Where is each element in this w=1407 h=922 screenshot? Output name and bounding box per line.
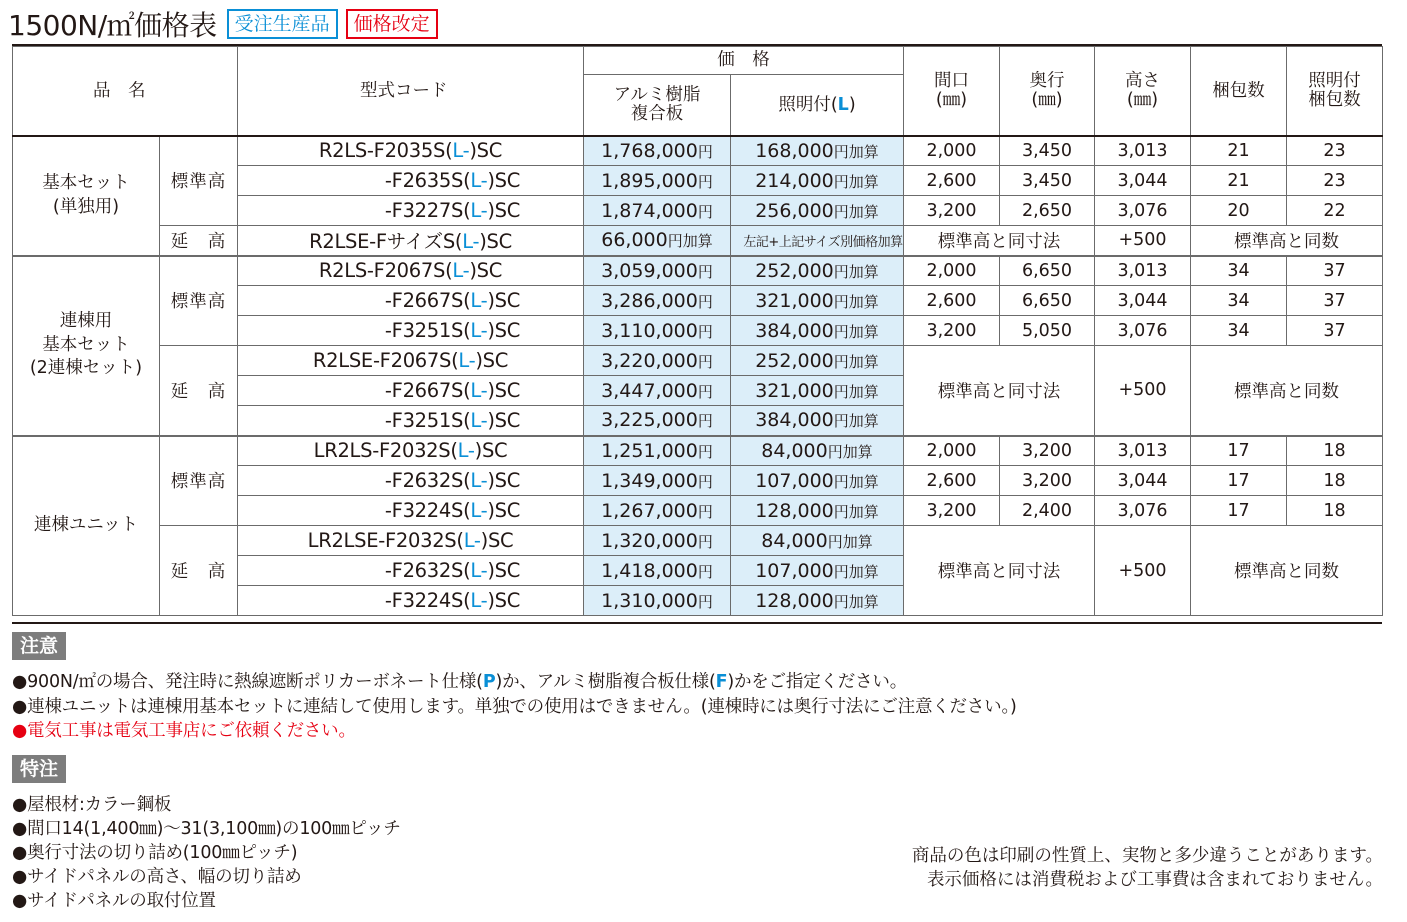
- width-value: 2,000: [904, 136, 1000, 166]
- model-code: -F2632S(L-)SC: [238, 556, 584, 586]
- depth-value: 5,050: [1000, 316, 1095, 346]
- dimensions-note: 標準高と同寸法: [904, 346, 1095, 436]
- header-price: 価 格: [584, 47, 904, 75]
- height-type-label: 延 高: [160, 526, 238, 616]
- price-revision-badge: 価格改定: [346, 9, 438, 39]
- price-lighting: 214,000円加算: [731, 166, 904, 196]
- height-type-label: 標準高: [160, 256, 238, 346]
- width-value: 3,200: [904, 496, 1000, 526]
- price-lighting: 107,000円加算: [731, 466, 904, 496]
- height-value: +500: [1095, 526, 1191, 616]
- price-aluminum: 3,225,000円: [584, 406, 731, 436]
- special-item: ●屋根材:カラー鋼板: [12, 795, 172, 815]
- light-packages-value: 37: [1287, 256, 1383, 286]
- height-value: 3,044: [1095, 466, 1191, 496]
- table-row: [13, 526, 1383, 556]
- header-price-aluminum: アルミ樹脂 複合板: [584, 75, 731, 136]
- price-aluminum: 66,000円加算: [584, 226, 731, 256]
- height-value: +500: [1095, 346, 1191, 436]
- depth-value: 3,200: [1000, 466, 1095, 496]
- page-title: 1500N/㎡価格表: [8, 9, 217, 42]
- depth-value: 6,650: [1000, 256, 1095, 286]
- header-model-code: 型式コード: [238, 47, 584, 136]
- note-line-3: ●電気工事は電気工事店にご依頼ください。: [12, 721, 356, 741]
- price-lighting: 84,000円加算: [731, 436, 904, 466]
- depth-value: 3,200: [1000, 436, 1095, 466]
- height-value: 3,013: [1095, 136, 1191, 166]
- packages-value: 17: [1191, 436, 1287, 466]
- price-lighting: 128,000円加算: [731, 496, 904, 526]
- depth-value: 2,400: [1000, 496, 1095, 526]
- light-packages-value: 18: [1287, 436, 1383, 466]
- table-row: [13, 226, 1383, 256]
- special-item: ●サイドパネルの高さ、幅の切り詰め: [12, 867, 302, 887]
- model-code: LR2LSE-F2032S(L-)SC: [238, 526, 584, 556]
- height-type-label: 延 高: [160, 226, 238, 256]
- header-height: 高さ (㎜): [1095, 47, 1191, 136]
- price-aluminum: 1,251,000円: [584, 436, 731, 466]
- packages-value: 34: [1191, 286, 1287, 316]
- price-aluminum: 3,286,000円: [584, 286, 731, 316]
- model-code: LR2LS-F2032S(L-)SC: [238, 436, 584, 466]
- price-aluminum: 3,220,000円: [584, 346, 731, 376]
- price-aluminum: 1,267,000円: [584, 496, 731, 526]
- price-aluminum: 1,768,000円: [584, 136, 731, 166]
- table-row: [13, 346, 1383, 376]
- packages-note: 標準高と同数: [1191, 346, 1383, 436]
- height-value: 3,013: [1095, 256, 1191, 286]
- model-code: -F3224S(L-)SC: [238, 586, 584, 616]
- model-code: -F2667S(L-)SC: [238, 286, 584, 316]
- header-packages: 梱包数: [1191, 47, 1287, 136]
- depth-value: 6,650: [1000, 286, 1095, 316]
- price-lighting-note: 左記+上記サイズ別価格加算: [731, 226, 904, 256]
- model-code: R2LSE-F2067S(L-)SC: [238, 346, 584, 376]
- height-value: 3,076: [1095, 196, 1191, 226]
- product-group-label: 連棟ユニット: [13, 436, 160, 616]
- light-packages-value: 23: [1287, 166, 1383, 196]
- price-lighting: 107,000円加算: [731, 556, 904, 586]
- model-code: -F3251S(L-)SC: [238, 316, 584, 346]
- note-line-2: ●連棟ユニットは連棟用基本セットに連結して使用します。単独での使用はできません。(連棟時には奥行寸法にご注意ください。): [12, 697, 1017, 717]
- price-lighting: 384,000円加算: [731, 406, 904, 436]
- packages-note: 標準高と同数: [1191, 526, 1383, 616]
- height-type-label: 標準高: [160, 436, 238, 526]
- width-value: 2,600: [904, 166, 1000, 196]
- price-lighting: 128,000円加算: [731, 586, 904, 616]
- title-row: [8, 6, 438, 42]
- price-lighting: 168,000円加算: [731, 136, 904, 166]
- width-value: 2,000: [904, 256, 1000, 286]
- table-row: [13, 136, 1383, 166]
- height-value: 3,044: [1095, 166, 1191, 196]
- header-price-lighting: 照明付(L): [731, 75, 904, 136]
- light-packages-value: 23: [1287, 136, 1383, 166]
- height-value: 3,076: [1095, 316, 1191, 346]
- product-group-label: 基本セット (単独用): [13, 136, 160, 256]
- price-lighting: 84,000円加算: [731, 526, 904, 556]
- model-code: -F3251S(L-)SC: [238, 406, 584, 436]
- packages-value: 21: [1191, 166, 1287, 196]
- light-packages-value: 37: [1287, 316, 1383, 346]
- packages-note: 標準高と同数: [1191, 226, 1383, 256]
- price-lighting: 256,000円加算: [731, 196, 904, 226]
- footer-tax-note: 表示価格には消費税および工事費は含まれておりません。: [926, 870, 1383, 890]
- made-to-order-badge: 受注生産品: [227, 9, 338, 39]
- price-aluminum: 1,320,000円: [584, 526, 731, 556]
- height-type-label: 延 高: [160, 346, 238, 436]
- height-type-label: 標準高: [160, 136, 238, 226]
- model-code: -F3224S(L-)SC: [238, 496, 584, 526]
- model-code: R2LSE-FサイズS(L-)SC: [238, 226, 584, 256]
- price-lighting: 252,000円加算: [731, 346, 904, 376]
- depth-value: 3,450: [1000, 136, 1095, 166]
- model-code: -F2635S(L-)SC: [238, 166, 584, 196]
- height-value: 3,013: [1095, 436, 1191, 466]
- price-aluminum: 3,059,000円: [584, 256, 731, 286]
- price-aluminum: 3,447,000円: [584, 376, 731, 406]
- price-lighting: 384,000円加算: [731, 316, 904, 346]
- depth-value: 2,650: [1000, 196, 1095, 226]
- footer-color-note: 商品の色は印刷の性質上、実物と多少違うことがあります。: [911, 846, 1383, 866]
- dimensions-note: 標準高と同寸法: [904, 526, 1095, 616]
- model-code: -F2667S(L-)SC: [238, 376, 584, 406]
- packages-value: 21: [1191, 136, 1287, 166]
- light-packages-value: 18: [1287, 496, 1383, 526]
- product-group-label: 連棟用 基本セット (2連棟セット): [13, 256, 160, 436]
- header-width: 間口 (㎜): [904, 47, 1000, 136]
- width-value: 2,600: [904, 466, 1000, 496]
- light-packages-value: 37: [1287, 286, 1383, 316]
- notes-label: 注意: [12, 632, 66, 660]
- special-label: 特注: [12, 755, 66, 783]
- model-code: -F2632S(L-)SC: [238, 466, 584, 496]
- header-depth: 奥行 (㎜): [1000, 47, 1095, 136]
- special-item: ●間口14(1,400㎜)～31(3,100㎜)の100㎜ピッチ: [12, 819, 401, 839]
- price-aluminum: 1,418,000円: [584, 556, 731, 586]
- header-product-name: 品 名: [13, 47, 238, 136]
- packages-value: 34: [1191, 316, 1287, 346]
- price-lighting: 252,000円加算: [731, 256, 904, 286]
- price-lighting: 321,000円加算: [731, 286, 904, 316]
- width-value: 2,000: [904, 436, 1000, 466]
- depth-value: 3,450: [1000, 166, 1095, 196]
- note-line-1: ●900N/㎡の場合、発注時に熱線遮断ポリカーボネート仕様(P)か、アルミ樹脂複合板仕様(F)かをご指定ください。: [12, 672, 908, 692]
- price-aluminum: 1,895,000円: [584, 166, 731, 196]
- price-aluminum: 1,310,000円: [584, 586, 731, 616]
- packages-value: 17: [1191, 496, 1287, 526]
- packages-value: 20: [1191, 196, 1287, 226]
- price-aluminum: 1,349,000円: [584, 466, 731, 496]
- width-value: 2,600: [904, 286, 1000, 316]
- price-table: [12, 46, 1383, 616]
- height-value: 3,076: [1095, 496, 1191, 526]
- special-item: ●奥行寸法の切り詰め(100㎜ピッチ): [12, 843, 298, 863]
- table-bottom-rule: [12, 622, 1382, 624]
- packages-value: 17: [1191, 466, 1287, 496]
- model-code: R2LS-F2067S(L-)SC: [238, 256, 584, 286]
- price-aluminum: 1,874,000円: [584, 196, 731, 226]
- height-value: 3,044: [1095, 286, 1191, 316]
- dimensions-note: 標準高と同寸法: [904, 226, 1095, 256]
- table-row: [13, 256, 1383, 286]
- header-light-packages: 照明付 梱包数: [1287, 47, 1383, 136]
- packages-value: 34: [1191, 256, 1287, 286]
- model-code: -F3227S(L-)SC: [238, 196, 584, 226]
- height-value: +500: [1095, 226, 1191, 256]
- width-value: 3,200: [904, 196, 1000, 226]
- model-code: R2LS-F2035S(L-)SC: [238, 136, 584, 166]
- light-packages-value: 18: [1287, 466, 1383, 496]
- width-value: 3,200: [904, 316, 1000, 346]
- price-aluminum: 3,110,000円: [584, 316, 731, 346]
- special-item: ●サイドパネルの取付位置: [12, 891, 216, 911]
- light-packages-value: 22: [1287, 196, 1383, 226]
- price-lighting: 321,000円加算: [731, 376, 904, 406]
- table-row: [13, 436, 1383, 466]
